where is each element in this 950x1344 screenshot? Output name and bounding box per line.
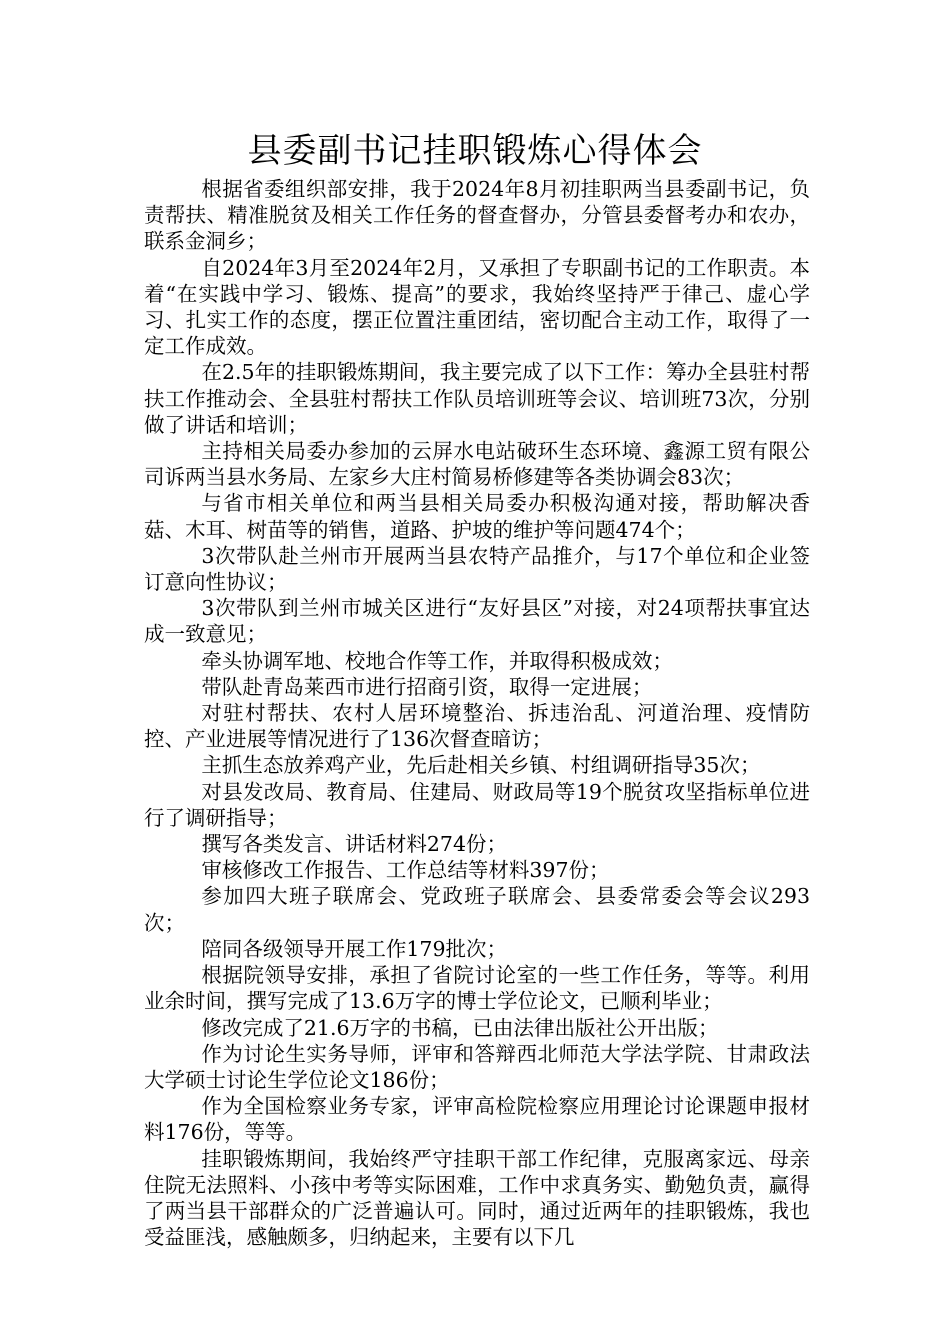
paragraph: 3次带队到兰州市城关区进行“友好县区”对接，对24项帮扶事宜达成一致意见；: [144, 596, 810, 647]
paragraph: 主抓生态放养鸡产业，先后赴相关乡镇、村组调研指导35次；: [201, 753, 761, 778]
paragraph: 根据省委组织部安排，我于2024年8月初挂职两当县委副书记，负责帮扶、精准脱贫及相关工作任务的督查督办，分管县委督考办和农办，联系金洞乡；: [144, 177, 810, 254]
document-body: [144, 176, 810, 1250]
paragraph: 对驻村帮扶、农村人居环境整治、拆违治乱、河道治理、疫情防控、产业进展等情况进行了136次督查暗访；: [144, 701, 810, 752]
paragraph: 作为讨论生实务导师，评审和答辩西北师范大学法学院、甘肃政法大学硕士讨论生学位论文186份；: [144, 1041, 810, 1092]
paragraph: 根据院领导安排，承担了省院讨论室的一些工作任务，等等。利用业余时间，撰写完成了13.6万字的博士学位论文，已顺利毕业；: [144, 963, 810, 1014]
paragraph: 撰写各类发言、讲话材料274份；: [201, 832, 508, 857]
paragraph: 对县发改局、教育局、住建局、财政局等19个脱贫攻坚指标单位进行了调研指导；: [144, 779, 810, 830]
paragraph: 审核修改工作报告、工作总结等材料397份；: [201, 858, 610, 883]
paragraph: 在2.5年的挂职锻炼期间，我主要完成了以下工作：筹办全县驻村帮扶工作推动会、全县驻村帮扶工作队员培训班等会议、培训班73次，分别做了讲话和培训；: [144, 360, 810, 437]
paragraph: 陪同各级领导开展工作179批次；: [201, 936, 508, 961]
paragraph: 带队赴青岛莱西市进行招商引资，取得一定进展；: [201, 674, 653, 699]
paragraph: 3次带队赴兰州市开展两当县农特产品推介，与17个单位和企业签订意向性协议；: [144, 543, 810, 595]
document-title: 县委副书记挂职锻炼心得体会: [247, 131, 703, 171]
paragraph: 与省市相关单位和两当县相关局委办积极沟通对接，帮助解决香菇、木耳、树苗等的销售，道路、护坡的维护等问题474个；: [144, 491, 810, 542]
paragraph: 参加四大班子联席会、党政班子联席会、县委常委会等会议293次；: [144, 884, 810, 935]
paragraph: 作为全国检察业务专家，评审高检院检察应用理论讨论课题申报材料176份，等等。: [144, 1094, 810, 1145]
paragraph: 挂职锻炼期间，我始终严守挂职干部工作纪律，克服离家远、母亲住院无法照料、小孩中考等实际困难，工作中求真务实、勤勉负责，赢得了两当县干部群众的广泛普遍认可。同时，通过近两年的挂职锻炼，我也受益匪浅，感触颇多，归纳起来，主要有以下几: [144, 1146, 810, 1250]
paragraph: 主持相关局委办参加的云屏水电站破环生态环境、鑫源工贸有限公司诉两当县水务局、左家乡大庄村简易桥修建等各类协调会83次；: [144, 439, 810, 490]
paragraph: 修改完成了21.6万字的书稿，已由法律出版社公开出版；: [201, 1015, 719, 1040]
paragraph: 自2024年3月至2024年2月，又承担了专职副书记的工作职责。本着“在实践中学习、锻炼、提高”的要求，我始终坚持严于律己、虚心学习、扎实工作的态度，摆正位置注重团结，密切配合主动工作，取得了一定工作成效。: [144, 255, 810, 359]
paragraph: 牵头协调军地、校地合作等工作，并取得积极成效；: [201, 648, 673, 673]
